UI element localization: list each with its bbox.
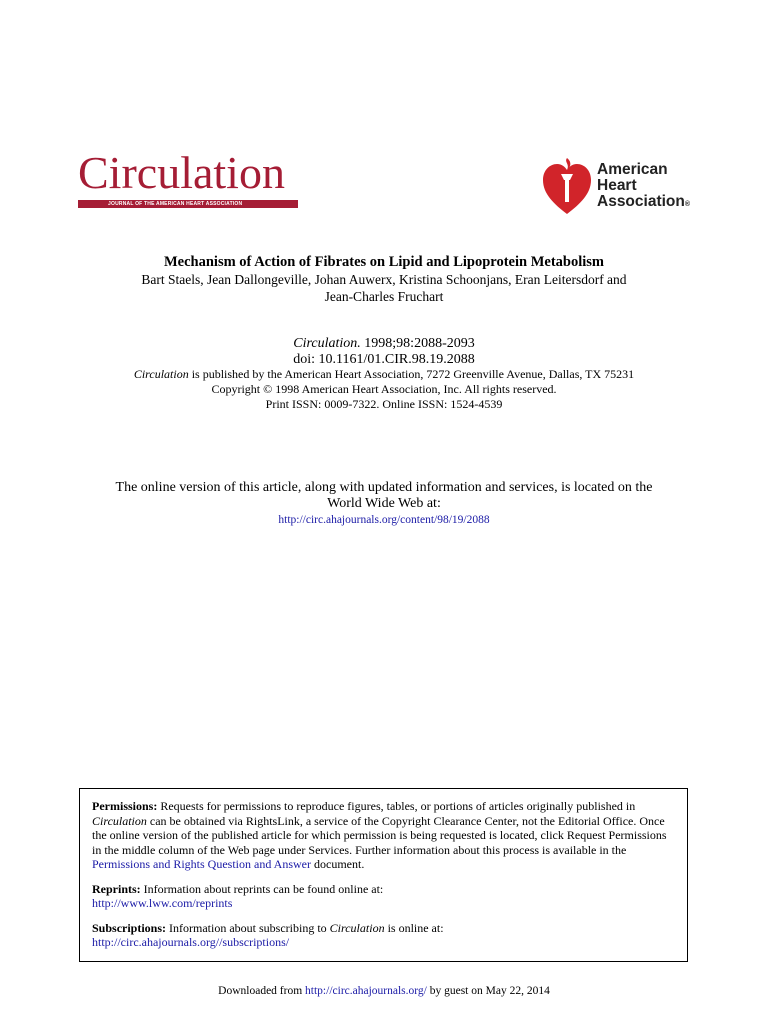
citation-reference <box>0 336 768 352</box>
footer-suffix: by guest on May 22, 2014 <box>426 985 550 997</box>
aha-line-3-text: Association <box>597 193 685 210</box>
copyright-line: Copyright © 1998 American Heart Association, Inc. All rights reserved. <box>211 382 557 396</box>
permissions-section <box>92 799 675 872</box>
permissions-qa-link[interactable]: Permissions and Rights Question and Answer <box>92 857 311 871</box>
circulation-subtitle-bar: JOURNAL OF THE AMERICAN HEART ASSOCIATION <box>78 200 298 208</box>
publisher-text: is published by the American Heart Association, 7272 Greenville Avenue, Dallas, TX 75231 <box>188 367 635 381</box>
citation-journal: Circulation. <box>293 336 361 351</box>
aha-line-2: Heart <box>597 177 637 194</box>
authors-line-2: Jean-Charles Fruchart <box>324 289 444 304</box>
article-title: Mechanism of Action of Fibrates on Lipid and Lipoprotein Metabolism <box>164 254 604 270</box>
publisher-line <box>0 367 768 382</box>
subscriptions-text-2: is online at: <box>384 920 444 935</box>
online-version-url-wrap <box>0 514 768 526</box>
circulation-wordmark: Circulation <box>78 147 285 198</box>
permissions-text-1: Requests for permissions to reproduce figures, tables, or portions of articles originally published in <box>157 799 636 813</box>
issn-line: Print ISSN: 0009-7322. Online ISSN: 1524-4539 <box>265 397 503 411</box>
publisher-journal: Circulation <box>133 367 189 381</box>
permissions-text-2: can be obtained via RightsLink, a service of the Copyright Clearance Center, not the Editorial Office. Once the online version of the published article for which permission is being requested is located, click Request Permissions in the middle column of the Web page under Services. Further information about this process is available in the <box>92 813 667 857</box>
article-authors <box>84 271 684 305</box>
reprints-link[interactable]: http://www.lww.com/reprints <box>92 896 233 910</box>
subscriptions-link[interactable]: http://circ.ahajournals.org//subscriptions/ <box>92 935 290 949</box>
permissions-text-3: document. <box>311 857 365 871</box>
citation-block <box>0 336 768 368</box>
aha-logo <box>540 152 700 222</box>
reprints-text: Information about reprints can be found online at: <box>140 881 384 896</box>
subscriptions-label: Subscriptions: <box>92 920 167 935</box>
article-url-link[interactable]: http://circ.ahajournals.org/content/98/19/2088 <box>278 514 490 526</box>
authors-line-1: Bart Staels, Jean Dallongeville, Johan Auwerx, Kristina Schoonjans, Eran Leitersdorf and <box>141 272 627 287</box>
citation-volume: 1998;98:2088-2093 <box>360 336 475 351</box>
footer-prefix: Downloaded from <box>218 985 306 997</box>
online-line-1: The online version of this article, along with updated information and services, is located on the <box>115 480 653 495</box>
online-version-text <box>74 480 694 512</box>
aha-wordmark <box>597 162 690 213</box>
publisher-block <box>0 367 768 412</box>
download-footer <box>0 985 768 997</box>
aha-line-3 <box>597 194 690 213</box>
citation-doi: doi: 10.1161/01.CIR.98.19.2088 <box>293 352 475 367</box>
permissions-journal: Circulation <box>92 813 147 828</box>
info-box <box>79 788 688 962</box>
circulation-logo <box>78 147 298 208</box>
aha-line-1: American <box>597 161 668 178</box>
registered-mark-icon: ® <box>684 201 691 208</box>
subscriptions-journal: Circulation <box>329 920 385 935</box>
heart-torch-icon <box>540 152 594 218</box>
subscriptions-section <box>92 921 675 950</box>
permissions-label: Permissions: <box>92 799 158 813</box>
reprints-section <box>92 882 675 911</box>
subscriptions-text-1: Information about subscribing to <box>166 920 330 935</box>
reprints-label: Reprints: <box>92 881 141 896</box>
footer-site-link[interactable]: http://circ.ahajournals.org/ <box>305 985 427 997</box>
online-line-2: World Wide Web at: <box>327 496 441 511</box>
